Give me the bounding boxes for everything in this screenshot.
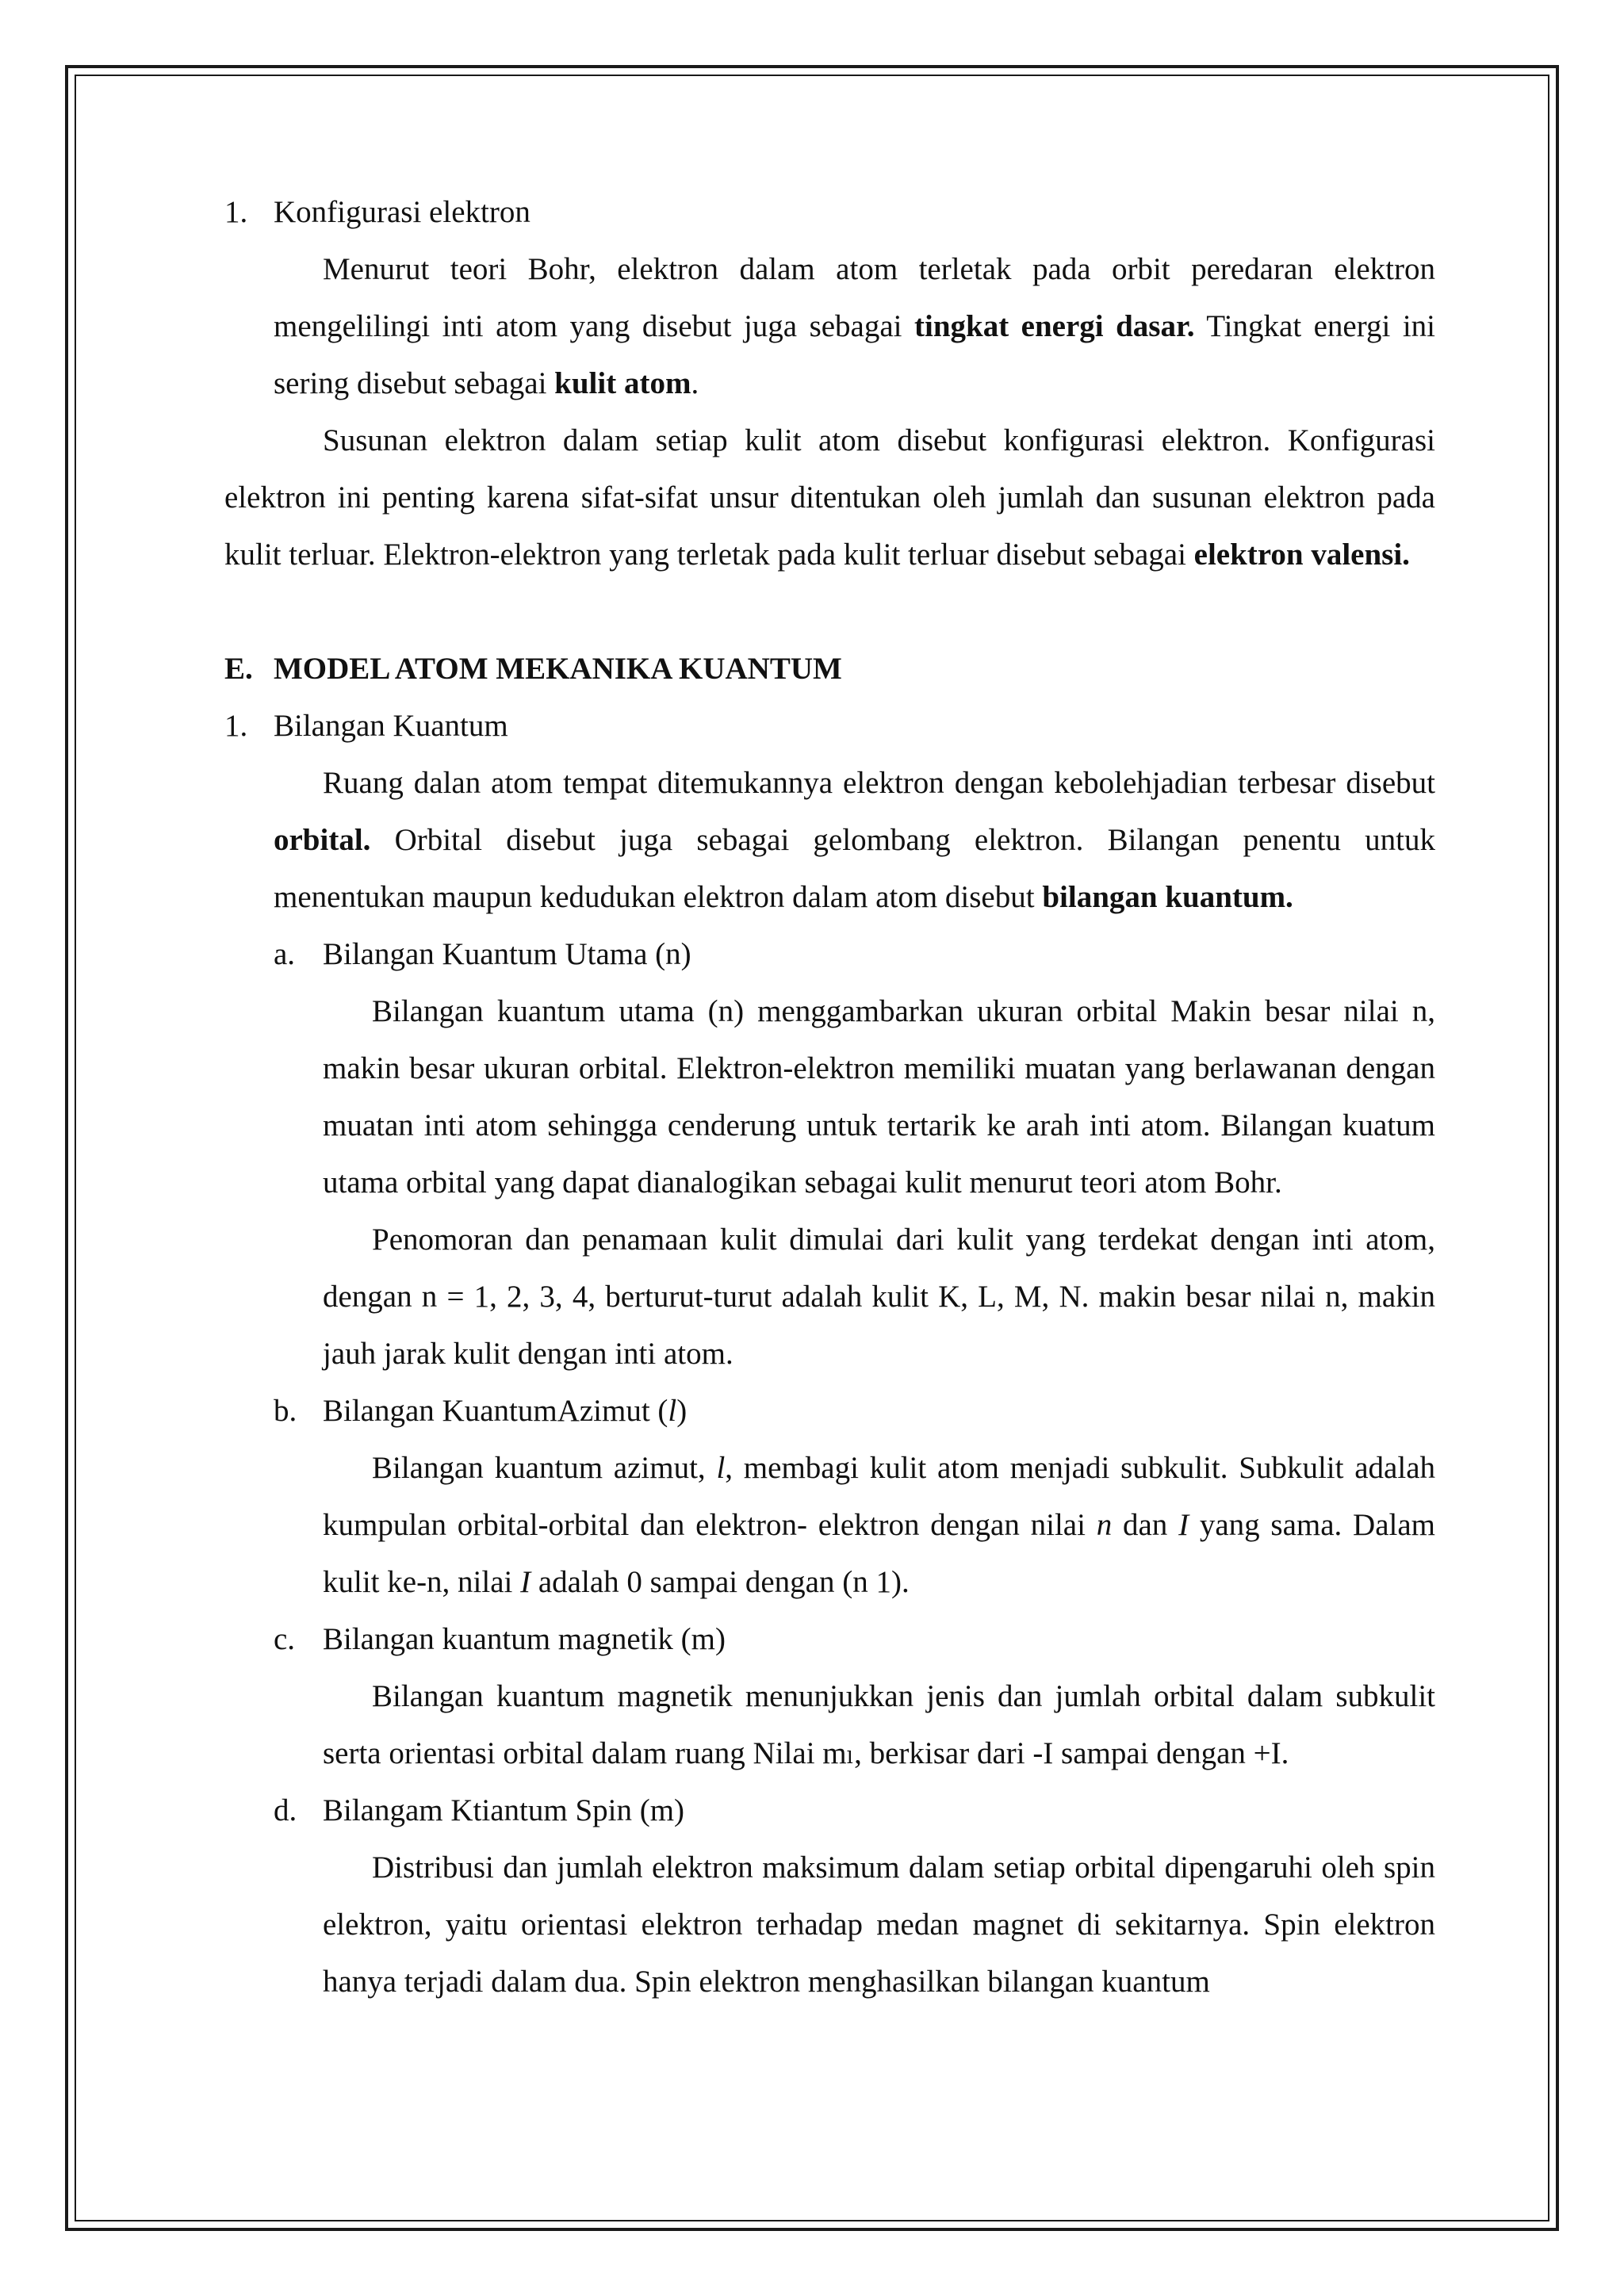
heading-kuantum-utama bbox=[274, 926, 1435, 983]
paragraph-text: , membagi kulit atom menjadi subkulit. Subkulit adalah kumpulan orbital-orbital dan elektron- elektron dengan nilai bbox=[323, 1451, 1435, 1542]
paragraph-orbital-intro bbox=[274, 755, 1435, 926]
heading-text: Bilangan Kuantum bbox=[274, 709, 508, 743]
list-marker: d. bbox=[274, 1793, 297, 1827]
bold-term: elektron valensi. bbox=[1193, 538, 1410, 572]
bold-term: orbital. bbox=[274, 823, 371, 857]
bold-term: kulit atom bbox=[554, 366, 691, 400]
variable-i: I bbox=[520, 1565, 531, 1599]
heading-text: Konfigurasi elektron bbox=[274, 195, 530, 229]
list-marker: b. bbox=[274, 1394, 297, 1428]
variable-l: l bbox=[716, 1451, 726, 1485]
heading-kuantum-magnetik bbox=[274, 1611, 1435, 1668]
variable-i: I bbox=[1178, 1508, 1189, 1542]
paragraph-text: Menurut teori Bohr, elektron dalam atom terletak pada orbit peredaran elektron mengelilingi inti atom yang disebut juga sebagai bbox=[274, 252, 1435, 343]
list-marker: 1. bbox=[224, 709, 248, 743]
paragraph-kuantum-utama-2: Penomoran dan penamaan kulit dimulai dari kulit yang terdekat dengan inti atom, dengan n = 1, 2, 3, 4, berturut-turut adalah kulit K, L, M, N. makin besar nilai n, makin jauh jarak kulit dengan inti atom. bbox=[323, 1223, 1435, 1371]
paragraph-text: Orbital disebut juga sebagai gelombang elektron. Bilangan penentu untuk menentukan maupun kedudukan elektron dalam atom disebut bbox=[274, 823, 1435, 914]
paragraph-kuantum-spin: Distribusi dan jumlah elektron maksimum dalam setiap orbital dipengaruhi oleh spin elektron, yaitu orientasi elektron terhadap medan magnet di sekitarnya. Spin elektron hanya terjadi dalam dua. Spin elektron menghasilkan bilangan kuantum bbox=[323, 1850, 1435, 1999]
paragraph-text: Tingkat energi ini sering disebut sebagai bbox=[274, 309, 1436, 400]
paragraph-text: Susunan elektron dalam setiap kulit atom disebut konfigurasi elektron. Konfigurasi elektron ini penting karena sifat-sifat unsur ditentukan oleh jumlah dan susunan elektron pada kulit terluar. Elektron-elektron yang terletak pada kulit terluar disebut sebagai bbox=[224, 423, 1435, 572]
heading-text: Bilangan Kuantum Utama (n) bbox=[323, 937, 691, 971]
paragraph-text: . bbox=[691, 366, 699, 400]
heading-text: Bilangam Ktiantum Spin (m) bbox=[323, 1793, 685, 1827]
heading-text: ) bbox=[676, 1394, 688, 1428]
variable-l: l bbox=[668, 1394, 677, 1428]
heading-kuantum-spin bbox=[274, 1782, 1435, 1839]
section-marker: E. bbox=[224, 652, 253, 686]
paragraph-kuantum-magnetik: Bilangan kuantum magnetik menunjukkan jenis dan jumlah orbital dalam subkulit serta orientasi orbital dalam ruang Nilai mₗ, berkisar dari -I sampai dengan +I. bbox=[323, 1679, 1435, 1770]
paragraph-electron-configuration bbox=[224, 412, 1435, 584]
heading-bilangan-kuantum bbox=[224, 698, 1435, 755]
heading-text: Bilangan KuantumAzimut ( bbox=[323, 1394, 668, 1428]
paragraph-bohr-theory bbox=[274, 241, 1435, 412]
heading-text: Bilangan kuantum magnetik (m) bbox=[323, 1622, 726, 1656]
section-heading-model-atom bbox=[224, 641, 1435, 698]
paragraph-text: Bilangan kuantum azimut, bbox=[372, 1451, 717, 1485]
heading-kuantum-azimut bbox=[274, 1383, 1435, 1440]
variable-n: n bbox=[1096, 1508, 1113, 1542]
list-marker: a. bbox=[274, 937, 296, 971]
section-title: MODEL ATOM MEKANIKA KUANTUM bbox=[274, 652, 842, 686]
heading-konfigurasi-elektron bbox=[224, 184, 1435, 241]
list-marker: c. bbox=[274, 1622, 296, 1656]
paragraph-kuantum-azimut bbox=[323, 1440, 1435, 1611]
paragraph-text: adalah 0 sampai dengan (n 1). bbox=[530, 1565, 910, 1599]
list-marker: 1. bbox=[224, 195, 248, 229]
paragraph-text: Ruang dalan atom tempat ditemukannya elektron dengan kebolehjadian terbesar disebut bbox=[323, 766, 1435, 800]
section-gap bbox=[224, 584, 1435, 641]
paragraph-text: dan bbox=[1112, 1508, 1179, 1542]
bold-term: bilangan kuantum. bbox=[1042, 880, 1293, 914]
paragraph-kuantum-utama-1: Bilangan kuantum utama (n) menggambarkan ukuran orbital Makin besar nilai n, makin besar ukuran orbital. Elektron-elektron memiliki muatan yang berlawanan dengan muatan inti atom sehingga cenderung untuk tertarik ke arah inti atom. Bilangan kuatum utama orbital yang dapat dianalogikan sebagai kulit menurut teori atom Bohr. bbox=[323, 994, 1435, 1200]
paragraph-text: yang sama. Dalam kulit ke-n, nilai bbox=[323, 1508, 1436, 1599]
page-content bbox=[224, 184, 1435, 2011]
bold-term: tingkat energi dasar. bbox=[914, 309, 1195, 343]
